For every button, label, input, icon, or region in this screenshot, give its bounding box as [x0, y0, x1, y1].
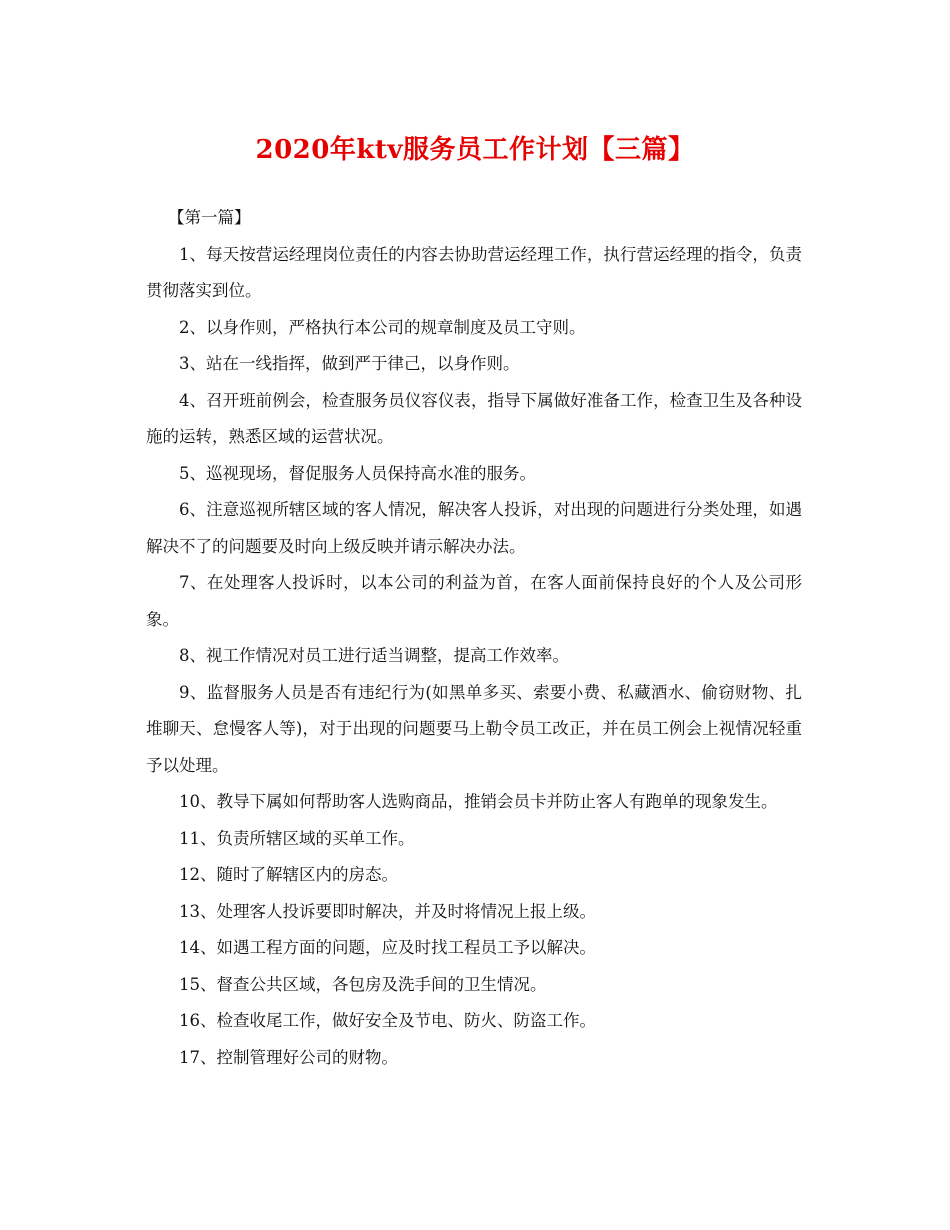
list-item: 8、视工作情况对员工进行适当调整，提高工作效率。: [179, 646, 569, 665]
list-item: 16、检查收尾工作，做好安全及节电、防火、防盗工作。: [179, 1011, 596, 1030]
list-item: 2、以身作则，严格执行本公司的规章制度及员工守则。: [179, 317, 586, 337]
list-item: 3、站在一线指挥，做到严于律己，以身作则。: [179, 354, 520, 373]
list-item: 17、控制管理好公司的财物。: [179, 1047, 398, 1067]
list-item: 13、处理客人投诉要即时解决，并及时将情况上报上级。: [179, 901, 596, 921]
list-item: 1、每天按营运经理岗位责任的内容去协助营运经理工作，执行营运经理的指令，负责贯彻落实到位。: [146, 244, 802, 300]
list-item: 15、督查公共区域，各包房及洗手间的卫生情况。: [179, 974, 547, 994]
list-item: 14、如遇工程方面的问题，应及时找工程员工予以解决。: [179, 938, 596, 957]
list-item: 7、在处理客人投诉时，以本公司的利益为首，在客人面前保持良好的个人及公司形象。: [146, 573, 802, 629]
list-item: 11、负责所辖区域的买单工作。: [179, 828, 415, 848]
list-item: 9、监督服务人员是否有违纪行为(如黑单多买、索要小费、私藏酒水、偷窃财物、扎堆聊天、怠慢客人等)，对于出现的问题要马上勒令员工改正，并在员工例会上视情况轻重予以处理。: [146, 682, 802, 775]
list-item: 4、召开班前例会，检查服务员仪容仪表，指导下属做好准备工作，检查卫生及各种设施的运转，熟悉区域的运营状况。: [146, 390, 802, 446]
list-item: 10、教导下属如何帮助客人选购商品，推销会员卡并防止客人有跑单的现象发生。: [179, 792, 778, 811]
document-title: 2020年ktv服务员工作计划【三篇】: [255, 135, 695, 165]
list-item: 5、巡视现场，督促服务人员保持高水准的服务。: [179, 463, 536, 483]
list-item: 6、注意巡视所辖区域的客人情况，解决客人投诉，对出现的问题进行分类处理，如遇解决不了的问题要及时向上级反映并请示解决办法。: [146, 500, 802, 556]
section-label: 【第一篇】: [168, 208, 251, 227]
document-body: [146, 200, 802, 1076]
list-item: 12、随时了解辖区内的房态。: [179, 865, 398, 884]
